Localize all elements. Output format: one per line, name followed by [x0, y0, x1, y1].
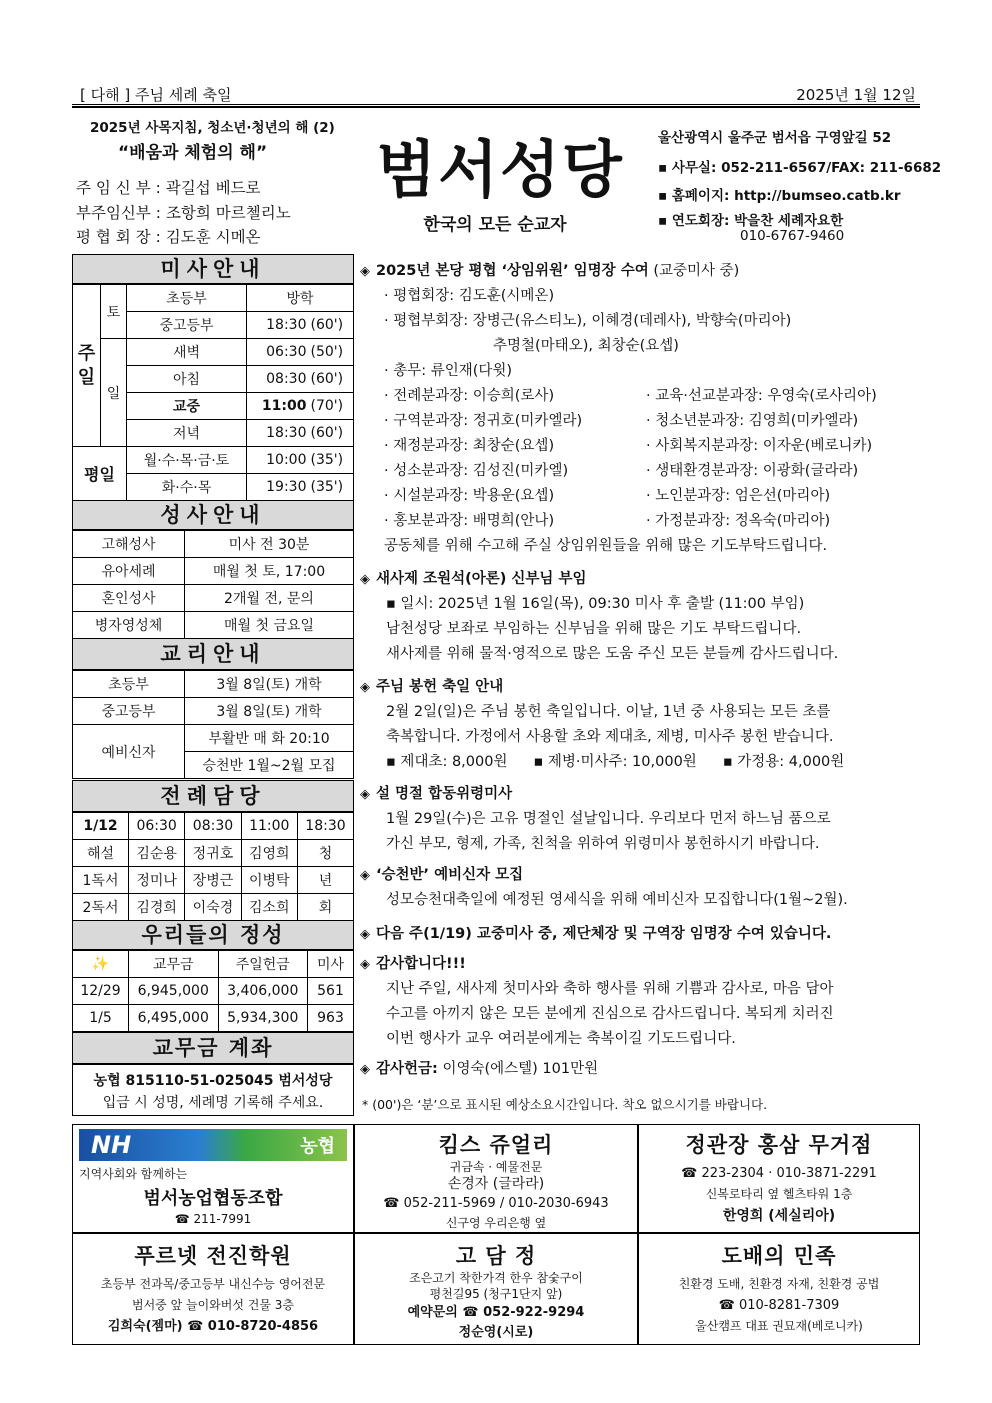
diamond-icon: ◈ — [360, 927, 370, 942]
church-subtitle: 한국의 모든 순교자 — [423, 215, 567, 235]
notice-3: ◈ 주님 봉헌 축일 안내 2월 2일(일)은 주님 봉헌 축일입니다. 이날, 1년 중 사용되는 모든 초를 축복합니다. 가정에서 사용할 초와 제대초, 제병, 미사주 봉헌 받습니다. ▪ 제대초: 8,000원 ▪ 제병·미사주: 10,000원 ▪ 가정용: 4,000원 — [360, 679, 845, 770]
liturgy-cell: 청 — [297, 840, 353, 867]
catechumen-row: 승천반 1월~2월 모집 — [185, 752, 354, 779]
liturgy-table — [72, 812, 354, 921]
liturgy-cell: 이병탁 — [241, 867, 297, 894]
mass-row-dur: (70') — [309, 393, 354, 420]
ad-kims-jewelry: 킴스 쥬얼리 귀금속 · 예물전문 손경자 (글라라) ☎ 052-211-5969 / 010-2030-6943 신구영 우리은행 옆 — [354, 1124, 638, 1233]
staff-1: 주 임 신 부 : 곽길섭 베드로 — [76, 179, 261, 197]
ad-purunet: 푸르넷 전진학원 초등부 전과목/중고등부 내신수능 영어전문 범서중 앞 늘이와버섯 건물 3층 김희숙(젬마) ☎ 010-8720-4856 — [72, 1233, 354, 1345]
offering-cell: 963 — [308, 1005, 354, 1032]
liturgy-head: 18:30 — [297, 813, 353, 840]
liturgy-cell: 김소희 — [241, 894, 297, 921]
address: 울산광역시 울주군 범서읍 구영앞길 52 — [658, 130, 892, 146]
liturgy-head: 11:00 — [241, 813, 297, 840]
liturgy-cell: 김영희 — [241, 840, 297, 867]
catechism-name: 초등부 — [73, 671, 185, 698]
catechism-value: 3월 8일(토) 개학 — [185, 671, 354, 698]
liturgy-role: 1독서 — [73, 867, 129, 894]
liturgy-role: 2독서 — [73, 894, 129, 921]
mass-row-name: 화·수·목 — [127, 474, 247, 501]
liturgy-cell: 이숙경 — [185, 894, 241, 921]
diamond-icon: ◈ — [360, 264, 370, 279]
date: 2025년 1월 12일 — [796, 86, 916, 104]
offering-cell: 5,934,300 — [218, 1005, 308, 1032]
offering-table — [72, 950, 354, 1032]
notice-2: ◈ 새사제 조원석(아론) 신부님 부임 ▪ 일시: 2025년 1월 16일(목), 09:30 미사 후 출발 (11:00 부임) 남천성당 보좌로 부임하는 신부님을 위해 많은 기도 부탁드립니다. 새사제를 위해 물적·영적으로 많은 도움 주신 모든 분들께 감사드립니다. — [360, 571, 839, 662]
office-phone: ▪ 사무실: 052-211-6567/FAX: 211-6682 — [658, 160, 942, 176]
liturgy-cell: 정귀호 — [185, 840, 241, 867]
mass-row-name: 새벽 — [127, 339, 247, 366]
chair: ▪ 연도회장: 박을찬 세례자요한 — [658, 213, 844, 229]
sacrament-name: 고해성사 — [73, 531, 185, 558]
liturgy-cell: 년 — [297, 867, 353, 894]
sacrament-title: 성사안내 — [72, 500, 354, 530]
mass-row-time: 08:30 — [247, 366, 309, 393]
mass-row-dur: (35') — [309, 474, 354, 501]
mass-row-time: 18:30 — [247, 312, 309, 339]
mass-row-name: 월·수·목·금·토 — [127, 447, 247, 474]
staff-2: 부주임신부 : 조항희 마르첼리노 — [76, 203, 291, 222]
account-title: 교무금 계좌 — [72, 1032, 354, 1064]
sacrament-name: 혼인성사 — [73, 585, 185, 612]
offering-date: 1/5 — [73, 1005, 129, 1032]
offering-cell: 6,945,000 — [129, 978, 219, 1005]
top-rule — [72, 104, 920, 108]
sacrament-name: 유아세례 — [73, 558, 185, 585]
notice-6: ◈ 다음 주(1/19) 교중미사 중, 제단체장 및 구역장 임명장 수여 있습니다. — [360, 926, 832, 942]
catechumen-label: 예비신자 — [73, 725, 185, 779]
ad-jeonggwanjang: 정관장 홍삼 무거점 ☎ 223-2304 · 010-3871-2291 신복로타리 옆 헬츠타워 1층 한영희 (세실리아) — [638, 1124, 920, 1233]
mass-row-time: 06:30 — [247, 339, 309, 366]
liturgy-head: 1/12 — [73, 813, 129, 840]
offering-cell: 3,406,000 — [218, 978, 308, 1005]
pastoral-line: 2025년 사목지침, 청소년·청년의 해 (2) — [90, 120, 335, 136]
account-box — [72, 1064, 354, 1116]
mass-table — [72, 284, 354, 501]
weekday-label: 평일 — [73, 447, 127, 501]
sacrament-value: 매월 첫 토, 17:00 — [185, 558, 354, 585]
mass-row-dur: (50') — [309, 339, 354, 366]
liturgy-cell: 김경희 — [129, 894, 185, 921]
mass-row-time: 18:30 — [247, 420, 309, 447]
offering-cell: 6,495,000 — [129, 1005, 219, 1032]
liturgy-title: 전례담당 — [72, 780, 354, 812]
catechism-title: 교리안내 — [72, 638, 354, 670]
sacrament-value: 2개월 전, 문의 — [185, 585, 354, 612]
sat-label: 토 — [101, 285, 127, 339]
liturgy-head: 06:30 — [129, 813, 185, 840]
ad-nonghyup: NH 농협 지역사회와 함께하는 범서농업협동조합 ☎ 211-7991 — [72, 1124, 354, 1233]
liturgy-cell: 회 — [297, 894, 353, 921]
mass-title: 미사안내 — [72, 254, 354, 284]
staff-3: 평 협 회 장 : 김도훈 시메온 — [76, 228, 261, 246]
offering-head: 교무금 — [129, 951, 219, 978]
mass-row-time: 방학 — [247, 285, 354, 312]
notice-8: ◈ 감사헌금: 이영숙(에스텔) 101만원 — [360, 1061, 599, 1077]
catechism-name: 중고등부 — [73, 698, 185, 725]
catechism-table — [72, 670, 354, 779]
liturgy-cell: 정미나 — [129, 867, 185, 894]
sacrament-table — [72, 530, 354, 639]
mass-row-name: 초등부 — [127, 285, 247, 312]
catechism-value: 3월 8일(토) 개학 — [185, 698, 354, 725]
mass-row-name: 교중 — [127, 393, 247, 420]
diamond-icon: ◈ — [360, 787, 370, 802]
sparkle-icon: ✨ — [73, 951, 129, 978]
diamond-icon: ◈ — [360, 957, 370, 972]
account-number: 농협 815110-51-025045 범서성당 — [93, 1073, 333, 1089]
notice-5: ◈ ‘승천반’ 예비신자 모집 성모승천대축일에 예정된 영세식을 위해 예비신자 모집합니다(1월~2월). — [360, 867, 848, 908]
mass-row-dur: (60') — [309, 312, 354, 339]
diamond-icon: ◈ — [360, 680, 370, 695]
motto: “배움과 체험의 해” — [118, 143, 268, 163]
mass-row-time: 19:30 — [247, 474, 309, 501]
chair-phone: 010-6767-9460 — [740, 228, 845, 244]
offering-head: 주일헌금 — [218, 951, 308, 978]
notice-7: ◈ 감사합니다!!! 지난 주일, 새사제 첫미사와 축하 행사를 위해 기쁨과 감사로, 마음 담아 수고를 아끼지 않은 모든 분에게 진심으로 감사드립니다. 복되게 치러진 이번 행사가 교우 여러분에게는 축복이길 기도드립니다. — [360, 956, 834, 1047]
footnote: * (00')은 ‘분’으로 표시된 예상소요시간입니다. 착오 없으시기를 바랍니다. — [362, 1097, 768, 1112]
liturgy-day: [ 다해 ] 주님 세례 축일 — [80, 86, 232, 104]
offering-title: 우리들의 정성 — [72, 920, 354, 950]
mass-row-dur: (60') — [309, 420, 354, 447]
account-note: 입금 시 성명, 세례명 기록해 주세요. — [102, 1095, 324, 1111]
mass-row-name: 중고등부 — [127, 312, 247, 339]
diamond-icon: ◈ — [360, 1062, 370, 1077]
ad-godamjeong: 고 담 정 조은고기 착한가격 한우 참숯구이 평천길95 (청구1단지 앞) 예약문의 ☎ 052-922-9294 정순영(시로) — [354, 1233, 638, 1345]
sacrament-value: 미사 전 30분 — [185, 531, 354, 558]
liturgy-cell: 김순용 — [129, 840, 185, 867]
offering-cell: 561 — [308, 978, 354, 1005]
liturgy-cell: 장병근 — [185, 867, 241, 894]
church-name: 범서성당 — [376, 133, 624, 206]
notice-1: ◈ 2025년 본당 평협 ‘상임위원’ 임명장 수여 (교중미사 중) · 평협회장: 김도훈(시메온) · 평협부회장: 장병근(유스티노), 이혜경(데레사), 박향숙(마리아) 추명철(마태오), 최창순(요셉) · 총무: 류인재(다윗) · 전례분과장: 이승희(로사) · 구역분과장: 정귀호(미카엘라) · 재정분과장: 최창순(요셉) · 성소분과장: 김성진(미카엘) · 시설분과장: 박용운(요셉) · 홍보분과장: 배명희(안나) · 교육·선교분과장: 우영숙(로사리아) · 청소년분과장: 김영희(미카엘라) · 사회복지분과장: 이자운(베로니카) · 생태환경분과장: 이광화(글라라) · 노인분과장: 엄은선(마리아) · 가정분과장: 정옥숙(마리아) 공동체를 위해 수고해 주실 상임위원들을 위해 많은 기도부탁드립니다. — [360, 263, 877, 554]
diamond-icon: ◈ — [360, 868, 370, 883]
ad-dobae: 도배의 민족 친환경 도배, 친환경 자재, 친환경 공법 ☎ 010-8281-7309 울산캠프 대표 권묘재(베로니카) — [638, 1233, 920, 1345]
mass-row-name: 저녁 — [127, 420, 247, 447]
mass-row-dur: (35') — [309, 447, 354, 474]
diamond-icon: ◈ — [360, 572, 370, 587]
notice-4: ◈ 설 명절 합동위령미사 1월 29일(수)은 고유 명절인 설날입니다. 우리보다 먼저 하느님 품으로 가신 부모, 형제, 가족, 친척을 위하여 위령미사 봉헌하시기 바랍니다. — [360, 786, 831, 852]
sacrament-name: 병자영성체 — [73, 612, 185, 639]
mass-row-time: 11:00 — [247, 393, 309, 420]
sunday-label: 주일 — [73, 285, 101, 447]
sacrament-value: 매월 첫 금요일 — [185, 612, 354, 639]
liturgy-head: 08:30 — [185, 813, 241, 840]
offering-head: 미사 — [308, 951, 354, 978]
nh-logo: NH 농협 — [79, 1129, 347, 1161]
mass-row-name: 아침 — [127, 366, 247, 393]
liturgy-role: 해설 — [73, 840, 129, 867]
sun-label: 일 — [101, 339, 127, 447]
homepage[interactable]: ▪ 홈페이지: http://bumseo.catb.kr — [658, 188, 901, 204]
offering-date: 12/29 — [73, 978, 129, 1005]
mass-row-dur: (60') — [309, 366, 354, 393]
mass-row-time: 10:00 — [247, 447, 309, 474]
staff-list — [76, 176, 291, 250]
catechumen-row: 부활반 매 화 20:10 — [185, 725, 354, 752]
